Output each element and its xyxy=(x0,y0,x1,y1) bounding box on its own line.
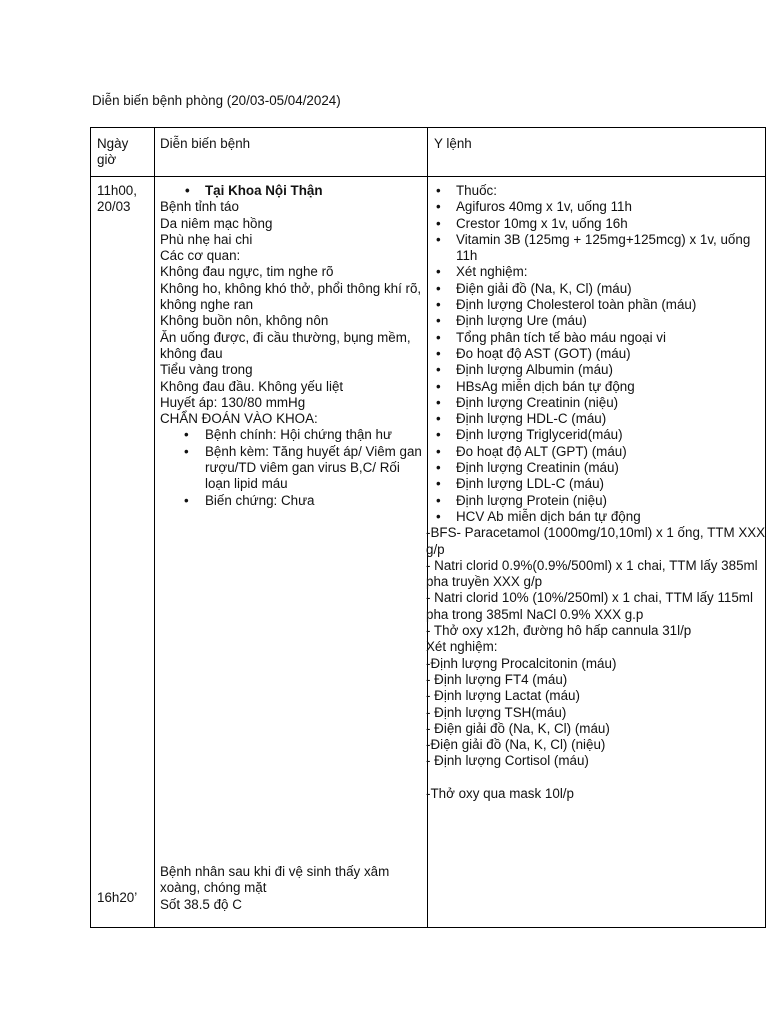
order-item: • Agifuros 40mg x 1v, uống 11h xyxy=(434,199,766,215)
finding-line: Huyết áp: 130/80 mmHg xyxy=(160,394,306,410)
finding-line: Bệnh tỉnh táo xyxy=(160,199,239,215)
diagnosis-item: • Bệnh chính: Hội chứng thận hư xyxy=(160,427,422,443)
order-line: - Điện giải đồ (Na, K, Cl) (máu) xyxy=(426,720,610,736)
order-item: • HCV Ab miễn dịch bán tự động xyxy=(434,509,766,525)
order-item: • Đo hoạt độ AST (GOT) (máu) xyxy=(434,346,766,362)
entry-1-date: 11h00, 20/03 xyxy=(97,183,137,215)
order-item: • Định lượng Triglycerid(máu) xyxy=(434,427,766,443)
order-item: • Định lượng Ure (máu) xyxy=(434,313,766,329)
diagnosis-heading: CHẨN ĐOÁN VÀO KHOA: xyxy=(160,411,318,427)
document-title: Diễn biến bệnh phòng (20/03-05/04/2024) xyxy=(92,93,341,108)
finding-line: Không buồn nôn, không nôn xyxy=(160,313,329,329)
finding-line: Các cơ quan: xyxy=(160,248,241,264)
order-item: • Thuốc: xyxy=(434,183,766,199)
order-line: - Thở oxy x12h, đường hô hấp cannula 31l/p xyxy=(426,623,692,639)
diagnosis-item: • Bệnh kèm: Tăng huyết áp/ Viêm gan rượu/TD viêm gan virus B,C/ Rối loạn lipid máu xyxy=(160,444,422,493)
order-item: • Định lượng Creatinin (niệu) xyxy=(434,395,766,411)
column-divider-1 xyxy=(154,128,155,927)
order-item: • Tổng phân tích tế bào máu ngoại vi xyxy=(434,330,766,346)
order-item: • Định lượng HDL-C (máu) xyxy=(434,411,766,427)
finding-line: Bệnh nhân sau khi đi vệ sinh thấy xâm xoàng, chóng mặt xyxy=(160,864,390,896)
finding-line: Phù nhẹ hai chi xyxy=(160,231,253,247)
header-divider xyxy=(91,176,765,177)
order-line: -Thở oxy qua mask 10l/p xyxy=(426,785,574,801)
order-line: - Định lượng Lactat (máu) xyxy=(426,688,580,704)
order-item: • Định lượng LDL-C (máu) xyxy=(434,476,766,492)
order-line: Xét nghiệm: xyxy=(426,639,498,655)
order-item: • Crestor 10mg x 1v, uống 16h xyxy=(434,216,766,232)
finding-line: Không đau ngực, tim nghe rõ xyxy=(160,264,334,280)
entry-1-progress xyxy=(160,183,422,509)
order-item: • Định lượng Protein (niệu) xyxy=(434,493,766,509)
order-line: -Điện giải đồ (Na, K, Cl) (niệu) xyxy=(426,737,606,753)
order-item: • Đo hoạt độ ALT (GPT) (máu) xyxy=(434,444,766,460)
order-line: - Định lượng FT4 (máu) xyxy=(426,671,568,687)
order-line: - Định lượng TSH(máu) xyxy=(426,704,567,720)
department-heading: • Tại Khoa Nội Thận xyxy=(160,183,422,199)
order-line: - Natri clorid 10% (10%/250ml) x 1 chai, TTM lấy 115ml pha trong 385ml NaCl 0.9% XXX g.p xyxy=(426,590,753,622)
finding-line: Không đau đầu. Không yếu liệt xyxy=(160,378,344,394)
order-item: • Xét nghiệm: xyxy=(434,264,766,280)
finding-line: Không ho, không khó thở, phổi thông khí rõ, không nghe ran xyxy=(160,280,422,313)
order-item: • Định lượng Cholesterol toàn phần (máu) xyxy=(434,297,766,313)
finding-line: Sốt 38.5 độ C xyxy=(160,896,242,912)
finding-line: Ăn uống được, đi cầu thường, bụng mềm, không đau xyxy=(160,329,411,361)
entry-2-progress xyxy=(160,864,422,913)
header-progress: Diễn biến bệnh xyxy=(160,136,251,151)
order-item: • Định lượng Creatinin (máu) xyxy=(434,460,766,476)
order-line: - Natri clorid 0.9%(0.9%/500ml) x 1 chai, TTM lấy 385ml pha truyền XXX g/p xyxy=(426,557,758,590)
finding-line: Tiểu vàng trong xyxy=(160,362,253,378)
header-date: Ngày giờ xyxy=(97,136,129,168)
order-item: • HBsAg miễn dịch bán tự động xyxy=(434,379,766,395)
header-orders: Y lệnh xyxy=(434,136,472,151)
progress-table xyxy=(90,127,766,928)
entry-2-date: 16h20’ xyxy=(97,890,138,905)
order-item: • Vitamin 3B (125mg + 125mg+125mcg) x 1v, uống 11h xyxy=(434,232,766,265)
order-line: -BFS- Paracetamol (1000mg/10,10ml) x 1 ống, TTM XXX g/p xyxy=(426,525,766,557)
finding-line: Da niêm mạc hồng xyxy=(160,215,273,231)
order-line: -Định lượng Procalcitonin (máu) xyxy=(426,655,617,671)
order-line: - Định lượng Cortisol (máu) xyxy=(426,753,589,769)
orders-cell xyxy=(426,183,766,802)
spacer xyxy=(426,770,766,786)
order-item: • Điện giải đồ (Na, K, Cl) (máu) xyxy=(434,281,766,297)
diagnosis-item: • Biến chứng: Chưa xyxy=(160,493,422,509)
order-item: • Định lượng Albumin (máu) xyxy=(434,362,766,378)
